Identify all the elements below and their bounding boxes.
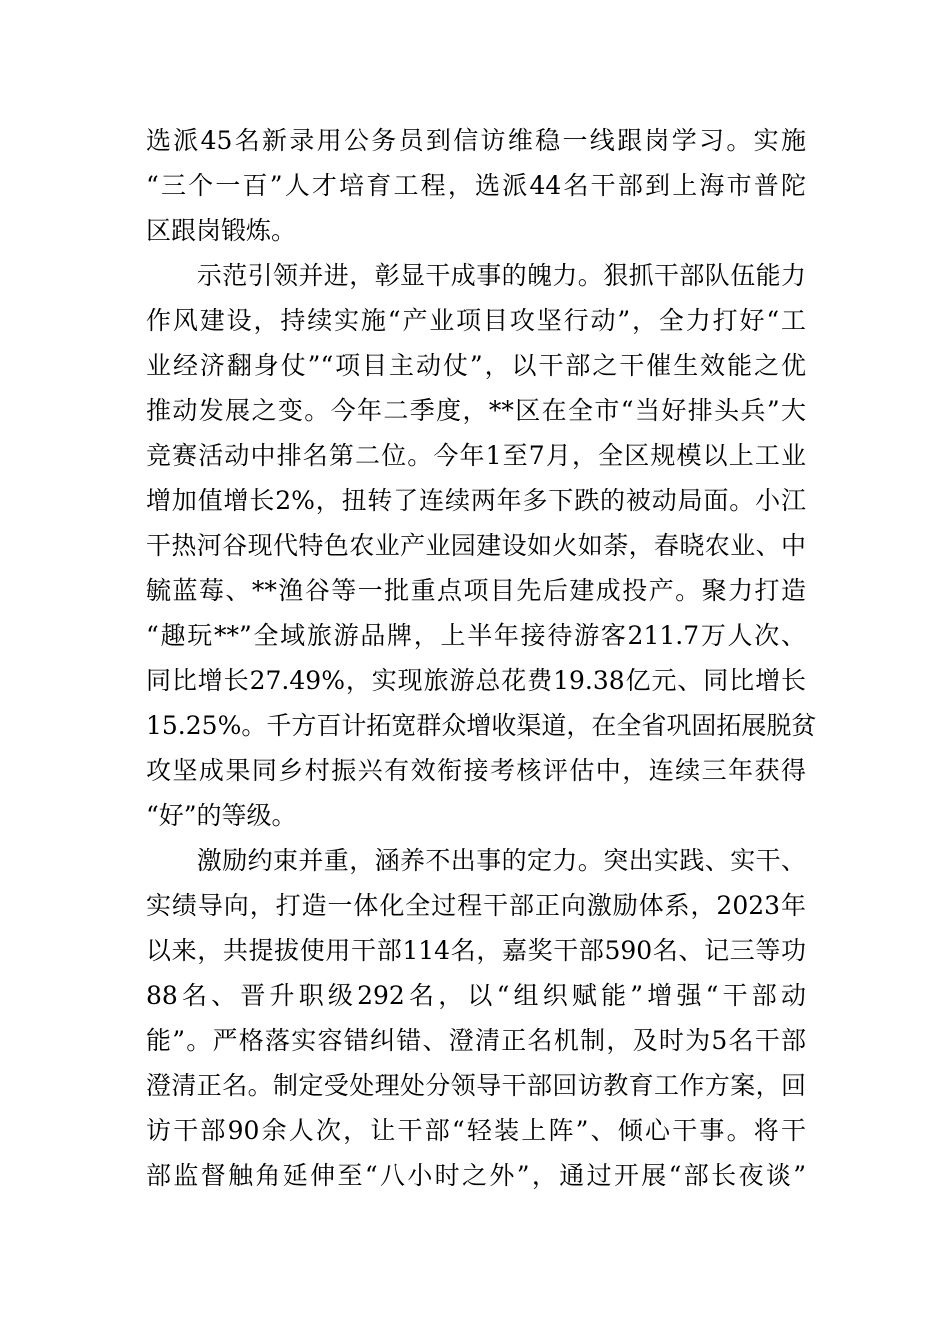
text-line: 选派45名新录用公务员到信访维稳一线跟岗学习。实施 — [146, 126, 806, 155]
text-line: “三个一百”人才培育工程，选派44名干部到上海市普陀 — [146, 171, 806, 200]
text-line: 示范引领并进，彰显干成事的魄力。狠抓干部队伍能力 — [146, 261, 806, 290]
text-line: 推动发展之变。今年二季度，**区在全市“当好排头兵”大 — [146, 396, 806, 425]
text-line: 部监督触角延伸至“八小时之外”，通过开展“部长夜谈” — [146, 1161, 806, 1190]
text-line: 15.25%。千方百计拓宽群众增收渠道，在全省巩固拓展脱贫 — [146, 711, 817, 740]
text-line: 作风建设，持续实施“产业项目攻坚行动”，全力打好“工 — [146, 306, 806, 335]
text-line: 88名、晋升职级292名，以“组织赋能”增强“干部动 — [146, 981, 806, 1010]
text-line: “好”的等级。 — [146, 801, 297, 830]
text-line: 激励约束并重，涵养不出事的定力。突出实践、实干、 — [146, 846, 806, 875]
text-line: 攻坚成果同乡村振兴有效衔接考核评估中，连续三年获得 — [146, 756, 806, 785]
text-line: 增加值增长2%，扭转了连续两年多下跌的被动局面。小江 — [146, 486, 806, 515]
text-line: 能”。严格落实容错纠错、澄清正名机制，及时为5名干部 — [146, 1026, 806, 1055]
text-line: 区跟岗锻炼。 — [146, 216, 297, 245]
text-line: 实绩导向，打造一体化全过程干部正向激励体系，2023年 — [146, 891, 806, 920]
text-line: 同比增长27.49%，实现旅游总花费19.38亿元、同比增长 — [146, 666, 806, 695]
text-line: 竞赛活动中排名第二位。今年1至7月，全区规模以上工业 — [146, 441, 806, 470]
text-line: “趣玩**”全域旅游品牌，上半年接待游客211.7万人次、 — [146, 621, 806, 650]
text-line: 毓蓝莓、**渔谷等一批重点项目先后建成投产。聚力打造 — [146, 576, 806, 605]
text-line: 澄清正名。制定受处理处分领导干部回访教育工作方案，回 — [146, 1071, 806, 1100]
text-line: 业经济翻身仗”“项目主动仗”，以干部之干催生效能之优 — [146, 351, 806, 380]
text-line: 干热河谷现代特色农业产业园建设如火如荼，春晓农业、中 — [146, 531, 806, 560]
text-line: 访干部90余人次，让干部“轻装上阵”、倾心干事。将干 — [146, 1116, 806, 1145]
text-line: 以来，共提拔使用干部114名，嘉奖干部590名、记三等功 — [146, 936, 806, 965]
